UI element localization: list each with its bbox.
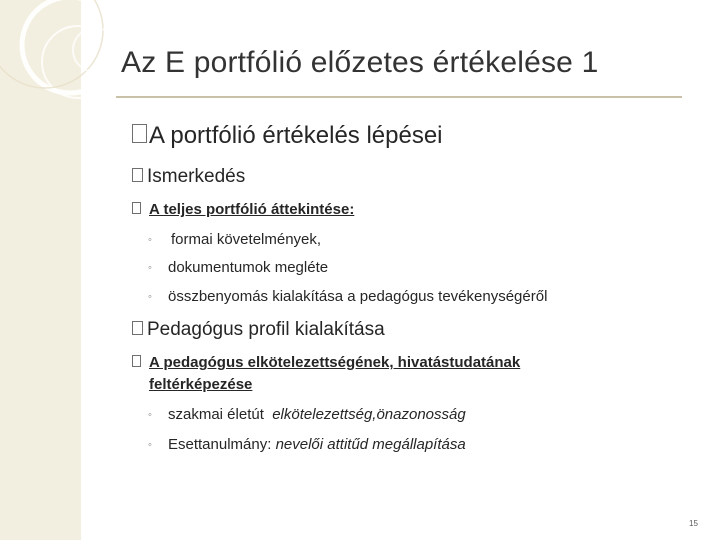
missing-glyph-box-icon: [132, 321, 143, 335]
section2-item-text-line1: A pedagógus elkötelezettségének, hivatástudatának: [149, 354, 521, 371]
section2-item: [132, 354, 520, 371]
section1-subitem: ◦ formai követelmények,: [148, 231, 322, 248]
missing-glyph-box-icon: [132, 355, 141, 367]
title-divider: [116, 96, 682, 98]
section1-subitem: ◦ dokumentumok megléte: [148, 259, 329, 276]
missing-glyph-box-icon: [132, 168, 143, 182]
circle-bullet-icon: ◦: [148, 234, 152, 246]
circle-bullet-icon: ◦: [148, 439, 152, 451]
section1-subitem: ◦ összbenyomás kialakítása a pedagógus tevékenységéről: [148, 288, 548, 305]
section1-bullet: [132, 166, 245, 188]
section2-subitem: ◦ szakmai életút elkötelezettség,önazonosság: [148, 406, 466, 423]
section2-subitem: ◦ Esettanulmány: nevelői attitűd megállapítása: [148, 436, 466, 453]
slide-title: Az E portfólió előzetes értékelése 1: [121, 46, 599, 79]
section2-bullet: [132, 319, 385, 341]
circle-bullet-icon: ◦: [148, 262, 152, 274]
section1-item: [132, 201, 354, 218]
missing-glyph-box-icon: [132, 202, 141, 214]
heading-text: A portfólió értékelés lépései: [149, 122, 443, 149]
section1-label: Ismerkedés: [147, 166, 246, 187]
section2-item-continuation: [149, 376, 252, 393]
section1-item-text: A teljes portfólió áttekintése:: [149, 201, 355, 218]
page-number: 15: [689, 519, 698, 528]
circle-bullet-icon: ◦: [148, 291, 152, 303]
circle-bullet-icon: ◦: [148, 409, 152, 421]
missing-glyph-box-icon: [132, 124, 147, 143]
section2-item-text-line2: feltérképezése: [149, 376, 253, 393]
section2-label: Pedagógus profil kialakítása: [147, 319, 385, 340]
heading-bullet: [132, 122, 443, 150]
